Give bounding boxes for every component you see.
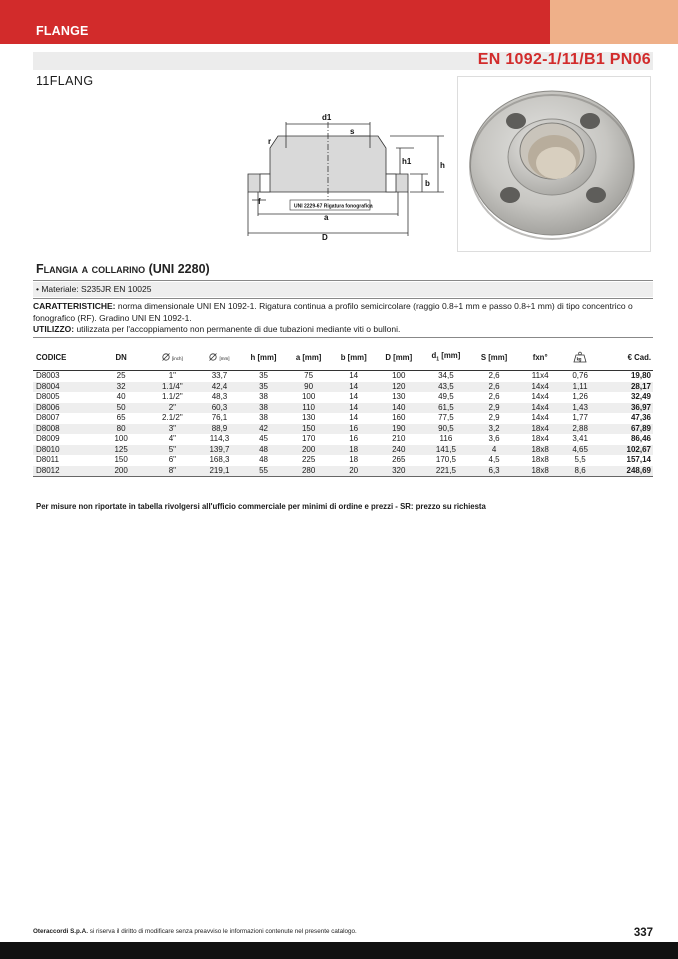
cell-D: 320 bbox=[376, 466, 421, 477]
cell-kg: 4,65 bbox=[563, 445, 598, 456]
cell-D: 130 bbox=[392, 392, 406, 401]
product-description bbox=[33, 301, 657, 336]
divider bbox=[33, 298, 653, 299]
cell-b: 14 bbox=[331, 403, 376, 414]
cell-h: 35 bbox=[259, 371, 268, 380]
table-row bbox=[33, 382, 653, 393]
section-band bbox=[0, 0, 550, 44]
col-d1-sub: 1 bbox=[436, 356, 440, 363]
label-r: r bbox=[268, 137, 272, 146]
col-kg bbox=[563, 344, 598, 371]
cell-codice: D8004 bbox=[33, 382, 96, 393]
label-h: h bbox=[440, 161, 445, 170]
cell-dn: 40 bbox=[116, 392, 126, 401]
cell-fxn: 18x4 bbox=[531, 434, 549, 443]
cell-mm: 139,7 bbox=[198, 445, 241, 456]
cell-fxn: 18x4 bbox=[518, 424, 563, 435]
cell-s: 2,6 bbox=[471, 382, 518, 393]
cell-a: 110 bbox=[286, 403, 331, 414]
cell-D: 140 bbox=[376, 403, 421, 414]
cell-fxn: 14x4 bbox=[518, 382, 563, 393]
col-s: S [mm] bbox=[471, 344, 518, 371]
cell-h: 48 bbox=[259, 455, 268, 464]
table-row bbox=[33, 445, 653, 456]
cell-b: 20 bbox=[331, 466, 376, 477]
cell-s: 2,6 bbox=[488, 371, 500, 380]
standard-title: EN 1092-1/11/B1 PN06 bbox=[477, 51, 651, 68]
cell-inch: 3" bbox=[147, 424, 198, 435]
footer-disclaimer bbox=[33, 928, 357, 935]
col-mm bbox=[198, 344, 241, 371]
cell-h: 42 bbox=[241, 424, 286, 435]
cell-mm: 76,1 bbox=[211, 413, 228, 422]
cell-d1: 221,5 bbox=[421, 466, 470, 477]
cell-kg: 1,26 bbox=[572, 392, 588, 401]
use-text: utilizzata per l'accoppiamento non permanente di due tubazioni mediante viti o bulloni. bbox=[74, 324, 401, 334]
cell-price: 157,14 bbox=[626, 455, 651, 464]
drawing-note: UNI 2229-67 Rigatura fonografica bbox=[294, 203, 373, 210]
cell-d1: 49,5 bbox=[438, 392, 454, 401]
table-note: Per misure non riportate in tabella rivolgersi all'ufficio commerciale per minimi di ordine e prezzi - SR: prezzo su richiesta bbox=[36, 502, 486, 511]
flange-technical-drawing bbox=[238, 108, 444, 244]
product-title-main: Flangia a collarino bbox=[36, 262, 146, 276]
product-photo-frame bbox=[457, 76, 651, 252]
cell-d1: 90,5 bbox=[421, 424, 470, 435]
cell-b: 16 bbox=[349, 434, 359, 443]
cell-inch: 1" bbox=[168, 371, 176, 380]
characteristics-text: norma dimensionale UNI EN 1092-1. Rigatura continua a profilo semicircolare (raggio 0.8÷1 mm e passo 0.8÷1 mm) di tipo concentrico o fonografico (RF). Gradino UNI EN 1092-1. bbox=[33, 301, 633, 323]
cell-kg: 3,41 bbox=[572, 434, 588, 443]
cell-fxn: 18x8 bbox=[531, 455, 549, 464]
bottom-bar bbox=[0, 942, 678, 959]
cell-dn: 100 bbox=[114, 434, 128, 443]
cell-h: 35 bbox=[241, 382, 286, 393]
cell-d1: 170,5 bbox=[435, 455, 456, 464]
cell-a: 150 bbox=[286, 424, 331, 435]
cell-s: 4,5 bbox=[488, 455, 500, 464]
col-inch bbox=[147, 344, 198, 371]
cell-price: 47,36 bbox=[630, 413, 651, 422]
cell-fxn: 18x8 bbox=[518, 445, 563, 456]
cell-d1: 61,5 bbox=[421, 403, 470, 414]
col-b: b [mm] bbox=[331, 344, 376, 371]
cell-dn: 80 bbox=[96, 424, 147, 435]
cell-d1: 116 bbox=[439, 434, 453, 443]
col-codice: CODICE bbox=[33, 344, 96, 371]
cell-inch: 1.1/4" bbox=[147, 382, 198, 393]
col-h: h [mm] bbox=[241, 344, 286, 371]
cell-codice: D8005 bbox=[36, 392, 60, 401]
cell-fxn: 14x4 bbox=[518, 403, 563, 414]
cell-codice: D8012 bbox=[33, 466, 96, 477]
cell-h: 38 bbox=[259, 413, 268, 422]
cell-D: 120 bbox=[376, 382, 421, 393]
cell-h: 48 bbox=[241, 445, 286, 456]
col-mm-unit: [mm] bbox=[219, 355, 230, 361]
product-title bbox=[36, 262, 210, 276]
cell-h: 55 bbox=[241, 466, 286, 477]
cell-dn: 65 bbox=[116, 413, 126, 422]
table-row bbox=[33, 455, 653, 466]
cell-mm: 114,3 bbox=[209, 434, 230, 443]
cell-inch: 4" bbox=[168, 434, 176, 443]
col-d1 bbox=[421, 344, 470, 371]
cell-codice: D8003 bbox=[36, 371, 60, 380]
cell-mm: 42,4 bbox=[198, 382, 241, 393]
section-title: FLANGE bbox=[36, 24, 89, 38]
top-bar bbox=[0, 0, 678, 44]
cell-dn: 125 bbox=[96, 445, 147, 456]
label-s: s bbox=[350, 127, 355, 136]
divider bbox=[33, 280, 653, 281]
cell-kg: 5,5 bbox=[574, 455, 586, 464]
cell-s: 4 bbox=[471, 445, 518, 456]
cell-D: 100 bbox=[392, 371, 406, 380]
cell-kg: 2,88 bbox=[563, 424, 598, 435]
product-code: 11FLANG bbox=[36, 74, 94, 88]
cell-price: 86,46 bbox=[630, 434, 651, 443]
table-row bbox=[33, 466, 653, 477]
cell-D: 240 bbox=[376, 445, 421, 456]
cell-d1: 34,5 bbox=[438, 371, 454, 380]
cell-mm: 48,3 bbox=[211, 392, 228, 401]
divider bbox=[33, 337, 653, 338]
col-d1-unit: [mm] bbox=[439, 351, 461, 361]
diameter-icon bbox=[209, 353, 219, 361]
cell-D: 265 bbox=[392, 455, 406, 464]
cell-inch: 2" bbox=[147, 403, 198, 414]
label-b: b bbox=[425, 179, 430, 188]
cell-s: 3,6 bbox=[488, 434, 500, 443]
cell-inch: 5" bbox=[147, 445, 198, 456]
cell-a: 225 bbox=[301, 455, 316, 464]
cell-mm: 168,3 bbox=[209, 455, 230, 464]
cell-price: 102,67 bbox=[598, 445, 653, 456]
col-inch-unit: [inch] bbox=[171, 355, 183, 361]
footer-disclaimer-text: si riserva il diritto di modificare senza preavviso le informazioni contenute nel presente catalogo. bbox=[87, 928, 357, 935]
cell-a: 200 bbox=[286, 445, 331, 456]
cell-d1: 141,5 bbox=[421, 445, 470, 456]
label-d1: d1 bbox=[322, 113, 332, 122]
cell-dn: 32 bbox=[96, 382, 147, 393]
cell-b: 14 bbox=[349, 413, 359, 422]
cell-h: 38 bbox=[259, 392, 268, 401]
col-a: a [mm] bbox=[286, 344, 331, 371]
cell-price: 28,17 bbox=[598, 382, 653, 393]
col-price: € Cad. bbox=[598, 344, 653, 371]
cell-a: 280 bbox=[286, 466, 331, 477]
cell-codice: D8007 bbox=[36, 413, 60, 422]
col-kg-text: kg bbox=[576, 356, 582, 362]
col-d1-text: d bbox=[431, 351, 437, 361]
table-row bbox=[33, 392, 653, 403]
cell-fxn: 11x4 bbox=[531, 371, 549, 380]
cell-fxn: 18x8 bbox=[518, 466, 563, 477]
table-row bbox=[33, 403, 653, 414]
cell-s: 3,2 bbox=[471, 424, 518, 435]
cell-dn: 50 bbox=[96, 403, 147, 414]
cell-b: 14 bbox=[349, 392, 359, 401]
cell-inch: 8" bbox=[147, 466, 198, 477]
cell-mm: 88,9 bbox=[198, 424, 241, 435]
table-header-row bbox=[33, 344, 653, 371]
table-row bbox=[33, 424, 653, 435]
cell-kg: 8,6 bbox=[563, 466, 598, 477]
cell-h: 38 bbox=[241, 403, 286, 414]
cell-kg: 0,76 bbox=[572, 371, 588, 380]
cell-d1: 77,5 bbox=[438, 413, 454, 422]
product-title-norm: (UNI 2280) bbox=[148, 262, 210, 276]
col-fxn: fxn° bbox=[518, 344, 563, 371]
cell-codice: D8006 bbox=[33, 403, 96, 414]
cell-dn: 25 bbox=[116, 371, 126, 380]
cell-D: 210 bbox=[392, 434, 406, 443]
table-row bbox=[33, 413, 653, 424]
cell-b: 16 bbox=[331, 424, 376, 435]
use-label: UTILIZZO: bbox=[33, 324, 75, 334]
cell-s: 2,9 bbox=[471, 403, 518, 414]
flange-photo bbox=[458, 77, 650, 251]
cell-s: 6,3 bbox=[471, 466, 518, 477]
cell-b: 14 bbox=[349, 371, 359, 380]
cell-mm: 219,1 bbox=[198, 466, 241, 477]
cell-a: 100 bbox=[301, 392, 316, 401]
characteristics-label: CARATTERISTICHE: bbox=[33, 301, 116, 311]
cell-price: 19,80 bbox=[630, 371, 651, 380]
col-dn: DN bbox=[96, 344, 147, 371]
label-f: f bbox=[258, 197, 261, 206]
cell-price: 36,97 bbox=[598, 403, 653, 414]
cell-inch: 6" bbox=[168, 455, 176, 464]
spec-table bbox=[33, 344, 653, 477]
cell-price: 67,89 bbox=[598, 424, 653, 435]
cell-dn: 150 bbox=[114, 455, 128, 464]
cell-kg: 1,11 bbox=[563, 382, 598, 393]
cell-D: 190 bbox=[376, 424, 421, 435]
cell-price: 32,49 bbox=[630, 392, 651, 401]
cell-a: 130 bbox=[301, 413, 316, 422]
label-D: D bbox=[322, 233, 328, 242]
cell-inch: 1.1/2" bbox=[162, 392, 183, 401]
cell-a: 170 bbox=[301, 434, 316, 443]
cell-s: 2,9 bbox=[488, 413, 500, 422]
footer-company: Oteraccordi S.p.A. bbox=[33, 928, 88, 935]
cell-mm: 60,3 bbox=[198, 403, 241, 414]
cell-codice: D8008 bbox=[33, 424, 96, 435]
cell-b: 18 bbox=[331, 445, 376, 456]
cell-codice: D8010 bbox=[33, 445, 96, 456]
cell-kg: 1,77 bbox=[572, 413, 588, 422]
cell-codice: D8011 bbox=[36, 455, 59, 464]
cell-codice: D8009 bbox=[36, 434, 60, 443]
cell-inch: 2.1/2" bbox=[162, 413, 183, 422]
cell-fxn: 14x4 bbox=[531, 392, 549, 401]
weight-icon bbox=[573, 351, 587, 363]
label-a: a bbox=[324, 213, 329, 222]
accent-band bbox=[550, 0, 678, 44]
cell-fxn: 14x4 bbox=[531, 413, 549, 422]
cell-d1: 43,5 bbox=[421, 382, 470, 393]
cell-price: 248,69 bbox=[598, 466, 653, 477]
col-D: D [mm] bbox=[376, 344, 421, 371]
label-h1: h1 bbox=[402, 157, 412, 166]
table-row bbox=[33, 371, 653, 382]
cell-h: 45 bbox=[259, 434, 268, 443]
cell-a: 90 bbox=[286, 382, 331, 393]
table-row bbox=[33, 434, 653, 445]
cell-D: 160 bbox=[392, 413, 406, 422]
cell-s: 2,6 bbox=[488, 392, 500, 401]
cell-mm: 33,7 bbox=[211, 371, 228, 380]
cell-a: 75 bbox=[304, 371, 314, 380]
cell-dn: 200 bbox=[96, 466, 147, 477]
cell-b: 18 bbox=[349, 455, 359, 464]
diameter-icon bbox=[162, 353, 172, 361]
material-line: • Materiale: S235JR EN 10025 bbox=[33, 282, 653, 297]
page-number: 337 bbox=[633, 927, 653, 939]
cell-kg: 1,43 bbox=[563, 403, 598, 414]
cell-b: 14 bbox=[331, 382, 376, 393]
